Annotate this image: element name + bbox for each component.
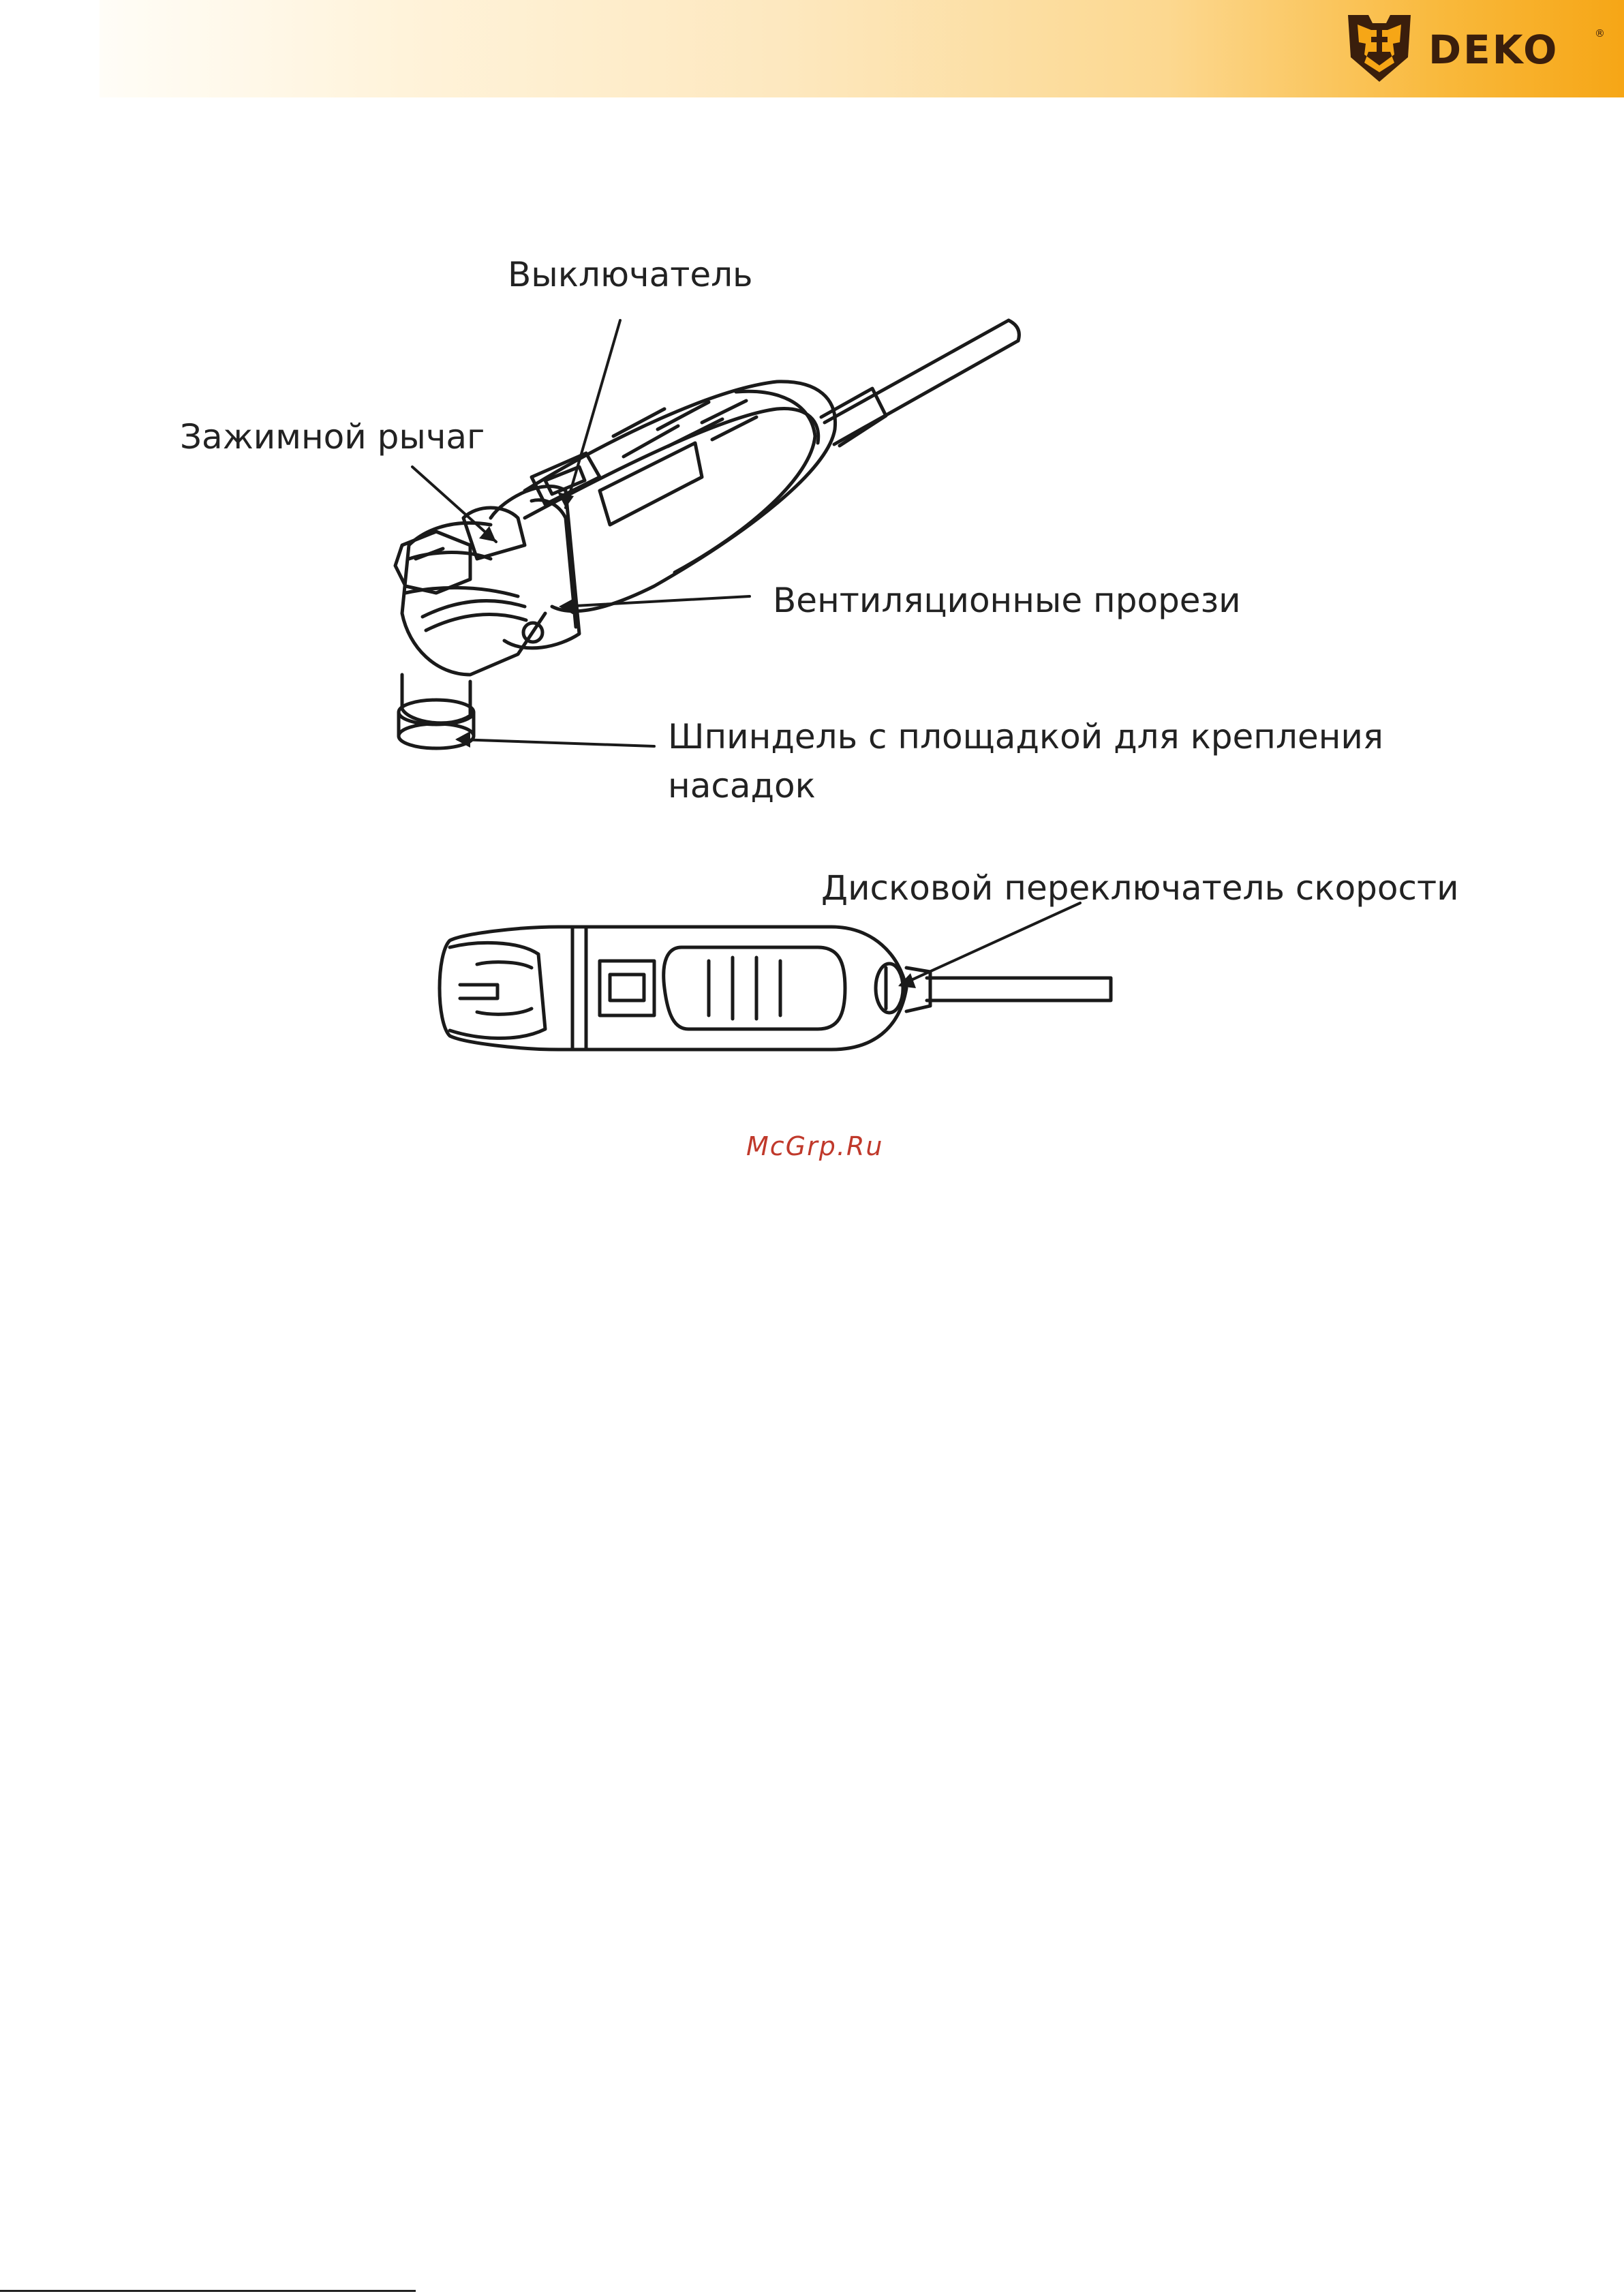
label-clamp-lever: Зажимной рычаг bbox=[180, 417, 485, 457]
brand-name: DEKO bbox=[1428, 27, 1559, 73]
label-spindle-line1: Шпиндель с площадкой для крепления bbox=[668, 717, 1383, 756]
label-spindle-line2: насадок bbox=[668, 766, 816, 806]
registered-mark: ® bbox=[1595, 27, 1605, 40]
footer-rule bbox=[0, 2290, 416, 2292]
label-vents: Вентиляционные прорези bbox=[773, 581, 1241, 620]
label-switch: Выключатель bbox=[508, 255, 753, 294]
label-speed-dial: Дисковой переключатель скорости bbox=[821, 868, 1459, 908]
watermark: McGrp.Ru bbox=[746, 1131, 884, 1161]
